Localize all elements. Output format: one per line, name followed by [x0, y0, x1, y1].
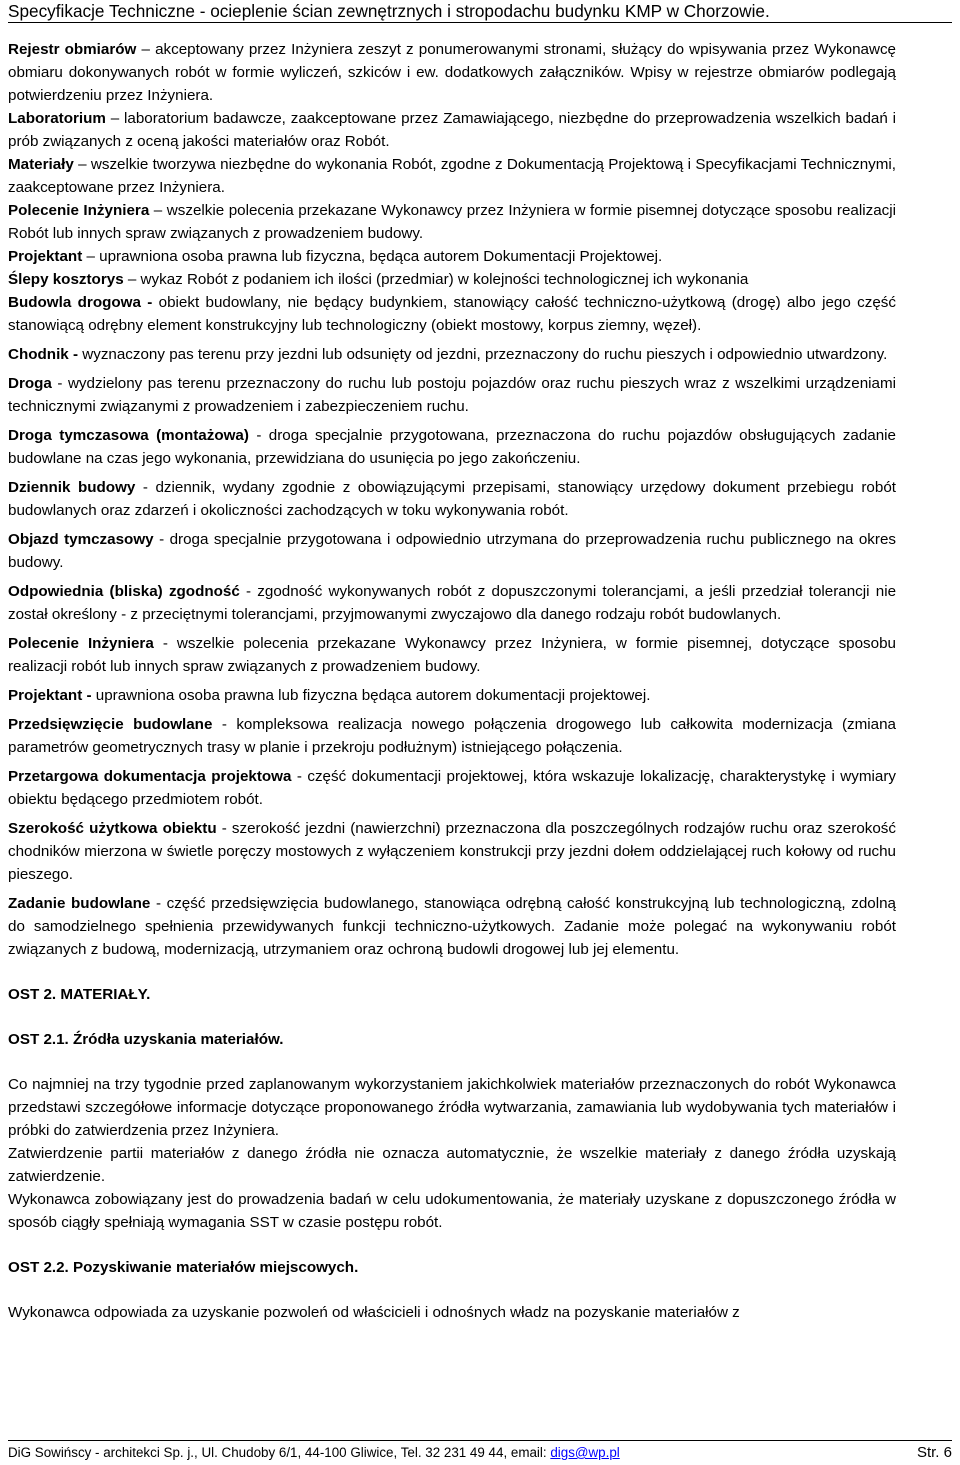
definition-term: Projektant: [8, 248, 83, 265]
definition-materialy: [8, 153, 896, 199]
definitions-group-a: [8, 38, 896, 337]
definition-projektant-2: [8, 684, 896, 707]
definition-term: Dziennik budowy: [8, 479, 136, 496]
definition-rejestr-obmiarow: [8, 38, 896, 107]
definition-dziennik-budowy: [8, 476, 896, 522]
definition-laboratorium: [8, 107, 896, 153]
definition-text: uprawniona osoba prawna lub fizyczna będąca autorem dokumentacji projektowej.: [91, 687, 651, 704]
definition-term: Rejestr obmiarów: [8, 41, 137, 58]
definition-projektant: [8, 245, 896, 268]
definition-term: Materiały: [8, 156, 74, 173]
definition-term: Budowla drogowa -: [8, 294, 153, 311]
page-header: Specyfikacje Techniczne - ocieplenie ścian zewnętrznych i stropodachu budynku KMP w Chorzowie.: [8, 0, 952, 23]
definition-term: Polecenie Inżyniera: [8, 202, 150, 219]
definition-odpowiednia-zgodnosc: [8, 580, 896, 626]
definition-term: Droga tymczasowa (montażowa): [8, 427, 249, 444]
definition-text: - wszelkie polecenia przekazane Wykonawcy przez Inżyniera, w formie pisemnej, dotyczące sposobu realizacji robót lub innych spraw związanych z prowadzeniem budowy.: [8, 635, 896, 675]
definition-text: – uprawniona osoba prawna lub fizyczna, będąca autorem Dokumentacji Projektowej.: [82, 248, 663, 265]
definition-term: Zadanie budowlane: [8, 895, 151, 912]
definition-droga: [8, 372, 896, 418]
definitions-group-b: [8, 343, 896, 961]
footer-email-link[interactable]: digs@wp.pl: [550, 1445, 620, 1460]
definition-text: - kompleksowa realizacja nowego połączenia drogowego lub całkowita modernizacja (zmiana parametrów geometrycznych trasy w planie i przekroju podłużnym) istniejącego połączenia.: [8, 716, 896, 756]
definition-term: Chodnik -: [8, 346, 79, 363]
definition-polecenie-inzyniera-2: [8, 632, 896, 678]
definition-budowla-drogowa: [8, 291, 896, 337]
section-heading-ost2: OST 2. MATERIAŁY.: [8, 986, 151, 1003]
definition-przedsiewziecie-budowlane: [8, 713, 896, 759]
definition-text: - droga specjalnie przygotowana i odpowiednio utrzymana do przeprowadzenia ruchu publicznego na okres budowy.: [8, 531, 896, 571]
page-footer: [8, 1440, 952, 1465]
definition-text: – wszelkie polecenia przekazane Wykonawcy przez Inżyniera w formie pisemnej dotyczące sposobu realizacji Robót lub innych spraw związanych z prowadzeniem budowy.: [8, 202, 896, 242]
definition-text: - wydzielony pas terenu przeznaczony do ruchu lub postoju pojazdów oraz ruchu pieszych wraz z wszelkimi urządzeniami technicznymi związanymi z prowadzeniem i zabezpieczeniem ruchu.: [8, 375, 896, 415]
definition-przetargowa-dokumentacja: [8, 765, 896, 811]
section-heading-ost2-2: OST 2.2. Pozyskiwanie materiałów miejscowych.: [8, 1259, 359, 1276]
definition-slepy-kosztorys: [8, 268, 896, 291]
section-heading-ost2-1: OST 2.1. Źródła uzyskania materiałów.: [8, 1031, 284, 1048]
page-number: Str. 6: [916, 1444, 952, 1461]
paragraph: Zatwierdzenie partii materiałów z danego źródła nie oznacza automatycznie, że wszelkie materiały z danego źródła uzyskają zatwierdzenie.: [8, 1145, 896, 1185]
definition-term: Ślepy kosztorys: [8, 271, 124, 288]
definition-text: obiekt budowlany, nie będący budynkiem, stanowiący całość techniczno-użytkową (drogę) albo jego część stanowiącą odrębny element konstrukcyjny lub technologiczny (obiekt mostowy, korpus ziemny, węzeł).: [8, 294, 896, 334]
definition-text: - dziennik, wydany zgodnie z obowiązującymi przepisami, stanowiący urzędowy dokument przebiegu robót budowlanych oraz zdarzeń i okoliczności zachodzących w toku wykonywania robót.: [8, 479, 896, 519]
definition-term: Polecenie Inżyniera: [8, 635, 154, 652]
paragraph: Wykonawca zobowiązany jest do prowadzenia badań w celu udokumentowania, że materiały uzyskane z dopuszczonego źródła w sposób ciągły spełniają wymagania SST w czasie postępu robót.: [8, 1191, 896, 1231]
definition-text: – laboratorium badawcze, zaakceptowane przez Zamawiającego, niezbędne do przeprowadzenia wszelkich badań i prób związanych z oceną jakości materiałów oraz Robót.: [8, 110, 896, 150]
definition-term: Szerokość użytkowa obiektu: [8, 820, 217, 837]
paragraph: Co najmniej na trzy tygodnie przed zaplanowanym wykorzystaniem jakichkolwiek materiałów przeznaczonych do robót Wykonawca przedstawi szczegółowe informacje dotyczące proponowanego źródła wytwarzania, zamawiania lub wydobywania tych materiałów i próbki do zatwierdzenia przez Inżyniera.: [8, 1076, 896, 1139]
definition-term: Przedsięwzięcie budowlane: [8, 716, 213, 733]
definition-text: – wszelkie tworzywa niezbędne do wykonania Robót, zgodne z Dokumentacją Projektową i Specyfikacjami Technicznymi, zaakceptowane przez Inżyniera.: [8, 156, 896, 196]
definition-text: – wykaz Robót z podaniem ich ilości (przedmiar) w kolejności technologicznej ich wykonania: [123, 271, 749, 288]
definition-objazd-tymczasowy: [8, 528, 896, 574]
paragraph: Wykonawca odpowiada za uzyskanie pozwoleń od właścicieli i odnośnych władz na pozyskanie materiałów z: [8, 1304, 740, 1321]
definition-text: - część przedsięwzięcia budowlanego, stanowiąca odrębną całość konstrukcyjną lub technologiczną, zdolną do samodzielnego spełnienia przewidywanych funkcji techniczno-użytkowych. Zadanie może polegać na wykonywaniu robót związanych z budową, modernizacją, utrzymaniem oraz ochroną budowli drogowej lub jej elementu.: [8, 895, 896, 958]
footer-address: DiG Sowińscy - architekci Sp. j., Ul. Chudoby 6/1, 44-100 Gliwice, Tel. 32 231 49 44, email:: [8, 1445, 551, 1460]
definition-text: wyznaczony pas terenu przy jezdni lub odsunięty od jezdni, przeznaczony do ruchu pieszych i odpowiednio utwardzony.: [78, 346, 888, 363]
definition-text: – akceptowany przez Inżyniera zeszyt z ponumerowanymi stronami, służący do wpisywania przez Wykonawcę obmiaru dokonywanych robót w formie wyliczeń, szkiców i ew. dodatkowych załączników. Wpisy w rejestrze obmiarów podlegają potwierdzeniu przez Inżyniera.: [8, 41, 896, 104]
definition-zadanie-budowlane: [8, 892, 896, 961]
definition-text: - droga specjalnie przygotowana, przeznaczona do ruchu pojazdów obsługujących zadanie budowlane na czas jego wykonania, przewidziana do usunięcia po jego zakończeniu.: [8, 427, 897, 467]
document-body: [8, 38, 896, 1324]
definition-chodnik: [8, 343, 896, 366]
definition-term: Przetargowa dokumentacja projektowa: [8, 768, 292, 785]
definition-term: Odpowiednia (bliska) zgodność: [8, 583, 240, 600]
definition-szerokosc-uzytkowa: [8, 817, 896, 886]
definition-term: Objazd tymczasowy: [8, 531, 154, 548]
definition-polecenie-inzyniera: [8, 199, 896, 245]
definition-text: - zgodność wykonywanych robót z dopuszczonymi tolerancjami, a jeśli przedział tolerancji nie został określony - z przeciętnymi tolerancjami, przyjmowanymi zwyczajowo dla danego rodzaju robót budowlanych.: [8, 583, 897, 623]
definition-term: Projektant -: [8, 687, 92, 704]
definition-term: Droga: [8, 375, 52, 392]
definition-text: - część dokumentacji projektowej, która wskazuje lokalizację, charakterystykę i wymiary obiektu będącego przedmiotem robót.: [8, 768, 896, 808]
definition-term: Laboratorium: [8, 110, 106, 127]
definition-text: - szerokość jezdni (nawierzchni) przeznaczona dla poszczególnych rodzajów ruchu oraz szerokość chodników mierzona w świetle poręczy mostowych z wyłączeniem konstrukcji przy jezdni dołem oddzielającej ruch kołowy od ruchu pieszego.: [8, 820, 896, 883]
definition-droga-tymczasowa: [8, 424, 896, 470]
